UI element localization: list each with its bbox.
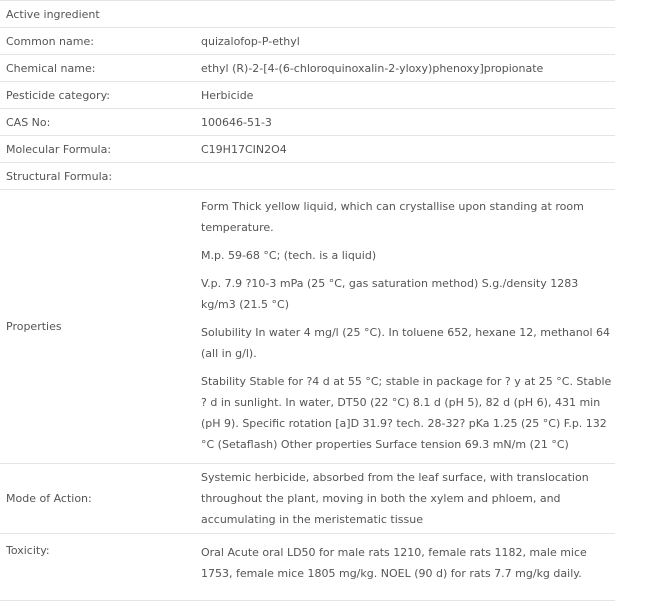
row-properties — [0, 190, 615, 464]
mode-of-action-value: Systemic herbicide, absorbed from the leaf surface, with translocation throughout the plant, moving in both the xylem and phloem, and accumulating in the meristematic tissue — [195, 464, 615, 534]
properties-label: Properties — [0, 190, 195, 464]
row-toxicity — [0, 534, 615, 601]
chemical-name-label: Chemical name: — [0, 55, 195, 82]
property-vapour-pressure: V.p. 7.9 ?10-3 mPa (25 °C, gas saturation method) S.g./density 1283 kg/m3 (21.5 °C) — [201, 277, 579, 311]
common-name-value: quizalofop-P-ethyl — [195, 28, 615, 55]
row-active-ingredient — [0, 1, 615, 28]
row-mode-of-action — [0, 464, 615, 534]
cas-no-value: 100646-51-3 — [195, 109, 615, 136]
molecular-formula-value: C19H17CIN2O4 — [195, 136, 615, 163]
molecular-formula-label: Molecular Formula: — [0, 136, 195, 163]
property-stability: Stability Stable for ?4 d at 55 °C; stable in package for ? y at 25 °C. Stable ? d in sunlight. In water, DT50 (22 °C) 8.1 d (pH 5), 82 d (pH 6), 431 min (pH 9). Specific rotation [a]D 31.9? tech. 28-32? pKa 1.25 (25 °C) F.p. 132 °C (Setaflash) Other properties Surface tension 69.3 mN/m (21 °C) — [201, 375, 612, 451]
toxicity-text: Oral Acute oral LD50 for male rats 1210, female rats 1182, male mice 1753, female mice 1805 mg/kg. NOEL (90 d) for rats 7.7 mg/kg daily. — [201, 546, 587, 580]
row-structural-formula — [0, 163, 615, 190]
row-cas-no — [0, 109, 615, 136]
row-molecular-formula — [0, 136, 615, 163]
pesticide-category-value: Herbicide — [195, 82, 615, 109]
properties-value — [195, 190, 615, 464]
toxicity-value — [195, 534, 615, 601]
mode-of-action-label: Mode of Action: — [0, 464, 195, 534]
row-pesticide-category — [0, 82, 615, 109]
structural-formula-label: Structural Formula: — [0, 163, 195, 190]
cas-no-label: CAS No: — [0, 109, 195, 136]
structural-formula-value — [195, 163, 615, 190]
common-name-label: Common name: — [0, 28, 195, 55]
toxicity-label: Toxicity: — [0, 534, 195, 601]
chemical-name-value: ethyl (R)-2-[4-(6-chloroquinoxalin-2-yloxy)phenoxy]propionate — [195, 55, 615, 82]
active-ingredient-label: Active ingredient — [0, 1, 195, 28]
row-common-name — [0, 28, 615, 55]
property-form: Form Thick yellow liquid, which can crystallise upon standing at room temperature. — [201, 200, 584, 234]
property-melting-point: M.p. 59-68 °C; (tech. is a liquid) — [201, 249, 377, 262]
active-ingredient-value — [195, 1, 615, 28]
property-solubility: Solubility In water 4 mg/l (25 °C). In toluene 652, hexane 12, methanol 64 (all in g/l). — [201, 326, 611, 360]
row-chemical-name — [0, 55, 615, 82]
pesticide-category-label: Pesticide category: — [0, 82, 195, 109]
